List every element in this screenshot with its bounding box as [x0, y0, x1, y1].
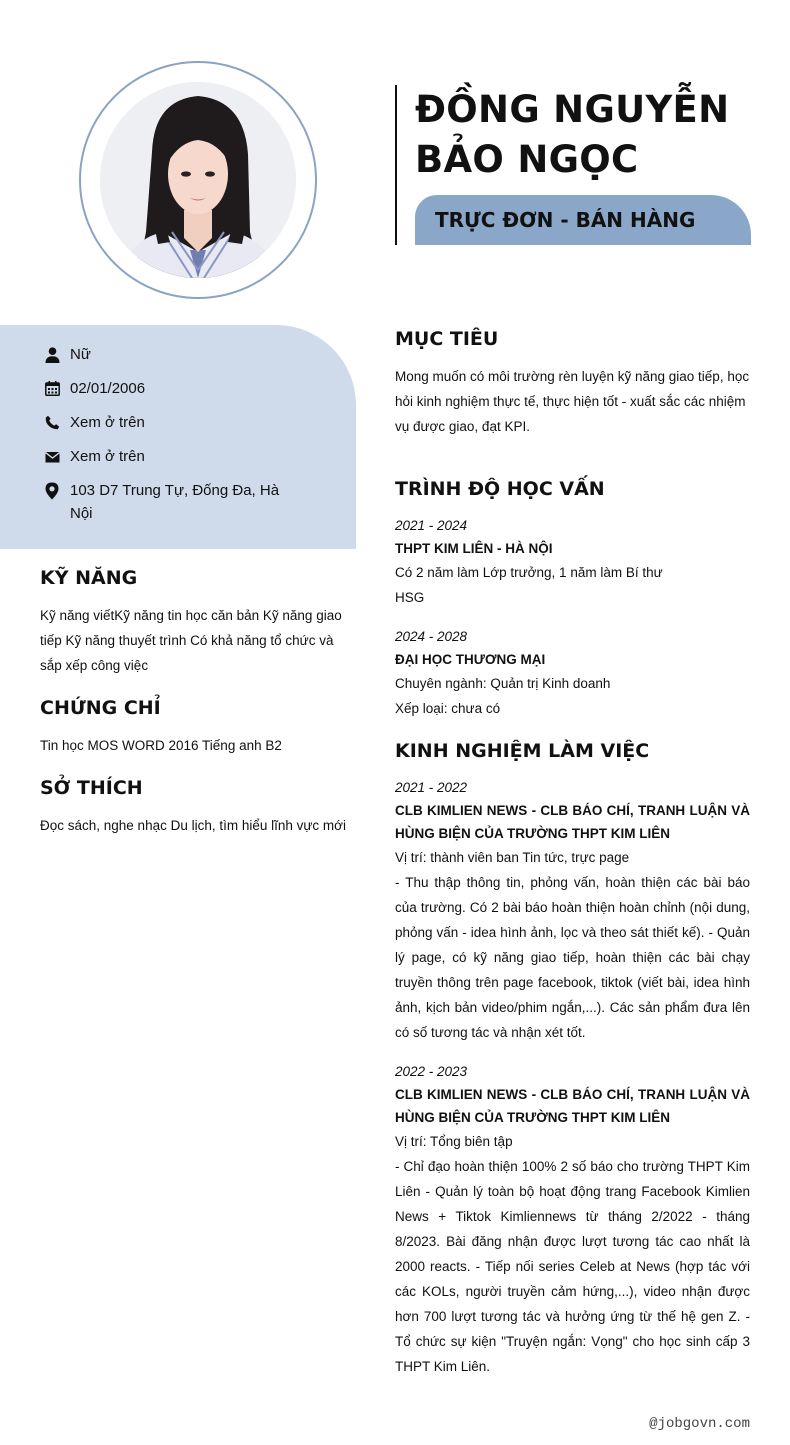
contact-email [44, 445, 356, 468]
experience-desc: - Chỉ đạo hoàn thiện 100% 2 số báo cho trường THPT Kim Liên - Quản lý toàn bộ hoạt động trang Facebook Kimlien News + Tiktok Kimliennews từ tháng 2/2022 - tháng 8/2023. Bài đăng nhận được lượt tương tác cao nhất là 2000 reacts. - Tiếp nối series Celeb at News (hợp tác với các KOLs, người truyền cảm hứng,...), video nhận được hơn 700 lượt tương tác và hưởng ứng từ thế hệ gen Z. - Tổ chức sự kiện "Truyện ngắn: Vọng" cho học sinh cấp 3 THPT Kim Liên. [395, 1159, 750, 1374]
birthday-value: 02/01/2006 [70, 380, 146, 397]
certificates-text: Tin học MOS WORD 2016 Tiếng anh B2 [40, 738, 282, 753]
hobbies-text: Đọc sách, nghe nhạc Du lịch, tìm hiểu lĩnh vực mới [40, 818, 347, 833]
experience-date: 2021 - 2022 [395, 780, 468, 795]
education-date: 2021 - 2024 [395, 518, 468, 533]
skills-title: KỸ NĂNG [40, 567, 138, 589]
contact-gender [44, 343, 356, 366]
envelope-icon [44, 445, 60, 468]
education-school: ĐẠI HỌC THƯƠNG MẠI [395, 652, 546, 667]
contact-birthday [44, 377, 356, 400]
contact-panel [0, 325, 356, 549]
person-icon [44, 343, 60, 366]
position-label: TRỰC ĐƠN - BÁN HÀNG [435, 208, 696, 232]
hobbies-title: SỞ THÍCH [40, 777, 143, 799]
calendar-icon [44, 377, 60, 400]
full-name-line1: ĐỒNG NGUYỄN [415, 88, 730, 131]
contact-address [44, 479, 356, 525]
contact-phone [44, 411, 356, 434]
avatar [100, 82, 296, 278]
education-item [395, 515, 750, 610]
education-detail: HSG [395, 590, 425, 605]
education-detail: Xếp loại: chưa có [395, 701, 501, 716]
certificates-title: CHỨNG CHỈ [40, 697, 161, 719]
experience-role: Vị trí: Tổng biên tập [395, 1134, 513, 1149]
objective-text: Mong muốn có môi trường rèn luyện kỹ năng giao tiếp, học hỏi kinh nghiệm thực tế, thực hiện tốt - xuất sắc các nhiệm vụ được giao, đạt KPI. [395, 369, 750, 434]
footer-watermark: @jobgovn.com [649, 1416, 750, 1432]
full-name-line2: BẢO NGỌC [415, 138, 639, 181]
education-detail: Chuyên ngành: Quản trị Kinh doanh [395, 676, 611, 691]
objective-title: MỤC TIÊU [395, 328, 499, 350]
portrait-illustration [100, 82, 296, 278]
experience-item [395, 777, 750, 1045]
experience-role: Vị trí: thành viên ban Tin tức, trực page [395, 850, 630, 865]
education-school: THPT KIM LIÊN - HÀ NỘI [395, 541, 553, 556]
skills-text: Kỹ năng viếtKỹ năng tin học căn bản Kỹ năng giao tiếp Kỹ năng thuyết trình Có khả năng tổ chức và sắp xếp công việc [40, 608, 342, 673]
education-date: 2024 - 2028 [395, 629, 468, 644]
experience-date: 2022 - 2023 [395, 1064, 468, 1079]
phone-icon [44, 411, 60, 434]
education-detail: Có 2 năm làm Lớp trưởng, 1 năm làm Bí thư [395, 565, 663, 580]
experience-item [395, 1061, 750, 1379]
experience-org: CLB KIMLIEN NEWS - CLB BÁO CHÍ, TRANH LUẬN VÀ HÙNG BIỆN CỦA TRƯỜNG THPT KIM LIÊN [395, 803, 750, 841]
name-block [395, 85, 755, 245]
address-value: 103 D7 Trung Tự, Đống Đa, Hà Nội [70, 482, 280, 522]
phone-value[interactable]: Xem ở trên [70, 414, 145, 431]
experience-org: CLB KIMLIEN NEWS - CLB BÁO CHÍ, TRANH LUẬN VÀ HÙNG BIỆN CỦA TRƯỜNG THPT KIM LIÊN [395, 1087, 750, 1125]
experience-desc: - Thu thập thông tin, phỏng vấn, hoàn thiện các bài báo của trường. Có 2 bài báo hoàn thiện hoàn chỉnh (nội dung, phỏng vấn - idea hình ảnh, lọc và theo sát thiết kế). - Quản lý page, có kỹ năng giao tiếp, hoàn thiện các bài chạy truyền thông trên page facebook, tiktok (viết bài, idea hình ảnh, kịch bản video/phim ngắn,...). Các sản phẩm đưa lên có số tương tác và nhận xét tốt. [395, 875, 750, 1040]
experience-title: KINH NGHIỆM LÀM VIỆC [395, 740, 650, 762]
location-pin-icon [44, 479, 60, 502]
gender-value: Nữ [70, 346, 91, 363]
email-value[interactable]: Xem ở trên [70, 448, 145, 465]
education-item [395, 626, 750, 721]
education-title: TRÌNH ĐỘ HỌC VẤN [395, 478, 605, 500]
position-badge [415, 195, 751, 245]
